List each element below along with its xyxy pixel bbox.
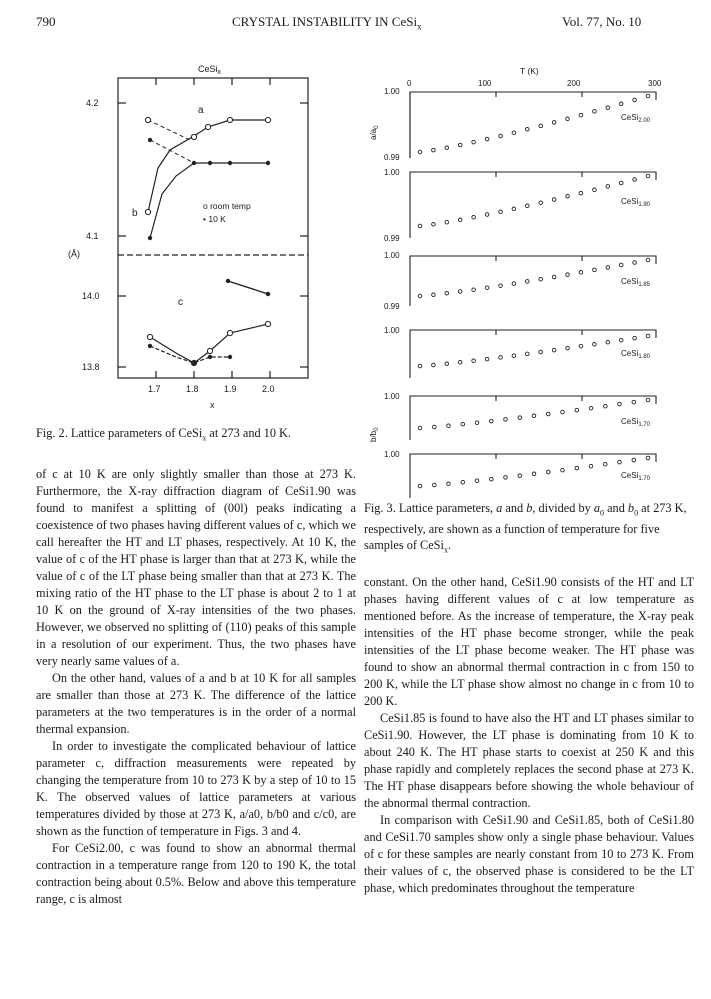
fig3-point — [445, 220, 449, 224]
fig3-point — [646, 94, 650, 98]
fig2-pt — [208, 161, 212, 165]
fig2-pt — [228, 161, 232, 165]
fig3-point — [575, 466, 579, 470]
fig2-pt — [191, 134, 196, 139]
volume-info: Vol. 77, No. 10 — [562, 14, 642, 29]
fig3-y099-1: 0.99 — [384, 153, 400, 162]
right-column — [364, 574, 694, 897]
fig3-point — [433, 483, 437, 487]
fig3-point — [579, 344, 583, 348]
fig2-pt — [207, 348, 212, 353]
fig3-point — [532, 472, 536, 476]
fig2-chart — [0, 0, 360, 430]
fig2-pt — [147, 334, 152, 339]
fig3-point — [418, 294, 422, 298]
fig3-point — [646, 258, 650, 262]
fig3-point — [604, 404, 608, 408]
fig3-chart — [356, 0, 696, 500]
fig3-point — [418, 426, 422, 430]
fig3-point — [593, 188, 597, 192]
fig3-point — [447, 482, 451, 486]
fig3-ttick-200: 200 — [567, 79, 581, 88]
fig3-point — [418, 224, 422, 228]
fig3-point — [432, 148, 436, 152]
fig3-y100-1: 1.00 — [384, 87, 400, 96]
fig3-point — [458, 218, 462, 222]
fig3-point — [475, 479, 479, 483]
fig3-ttick-0: 0 — [407, 79, 412, 88]
fig3-point — [633, 178, 637, 182]
fig2-pt — [192, 161, 196, 165]
fig2-label-c: c — [178, 297, 183, 308]
fig2-y-unit: (Å) — [68, 249, 80, 259]
fig3-point — [485, 213, 489, 217]
fig2-caption: Fig. 2. Lattice parameters of CeSi$_x$ at 273 and 10 K. — [36, 426, 292, 443]
fig3-ylabel-b: $b/b_0$ — [369, 427, 380, 442]
fig3-point — [606, 266, 610, 270]
fig2-pt — [208, 355, 212, 359]
fig3-y100-2: 1.00 — [384, 168, 400, 177]
fig3-point — [646, 456, 650, 460]
fig3-point — [433, 425, 437, 429]
fig3-point — [432, 223, 436, 227]
fig3-point — [432, 363, 436, 367]
fig3-point — [475, 421, 479, 425]
fig3-point — [579, 271, 583, 275]
fig3-point — [575, 408, 579, 412]
fig3-point — [458, 143, 462, 147]
fig2-chart-title: CeSi$_x$ — [198, 64, 222, 76]
fig3-point — [526, 280, 530, 284]
fig3-point — [566, 195, 570, 199]
fig3-point — [512, 354, 516, 358]
fig3-point — [526, 352, 530, 356]
fig3-point — [547, 412, 551, 416]
fig3-point — [499, 284, 503, 288]
fig3-point — [504, 418, 508, 422]
fig3-label-s3: CeSi$_{1.85}$ — [621, 277, 651, 288]
fig3-point — [593, 343, 597, 347]
fig3-point — [552, 121, 556, 125]
fig3-point — [619, 102, 623, 106]
fig3-point — [566, 346, 570, 350]
fig3-y100-4: 1.00 — [384, 326, 400, 335]
fig3-point — [499, 356, 503, 360]
fig3-point — [604, 462, 608, 466]
fig3-point — [499, 210, 503, 214]
fig3-point — [633, 261, 637, 265]
fig2-line-c-10k-high — [228, 281, 268, 294]
fig3-point — [579, 113, 583, 117]
right-paragraph-3: In comparison with CeSi1.90 and CeSi1.85, both of CeSi1.80 and CeSi1.70 samples show only a single phase behaviour. Values of c for these samples are nearly constant from 10 to 273 K. From their values of c, the observed phase is considered to be the LT phase, which predominates throughout the temperature — [364, 813, 694, 895]
fig3-point — [418, 150, 422, 154]
fig2-pt — [148, 138, 152, 142]
fig2-pt — [226, 279, 230, 283]
fig3-point — [632, 400, 636, 404]
fig3-point — [458, 290, 462, 294]
fig3-label-s1: CeSi$_{2.00}$ — [621, 113, 651, 124]
fig2-legend-10k: • 10 K — [203, 214, 226, 224]
fig2-ytick-140: 14.0 — [82, 291, 100, 301]
fig3-label-s5: CeSi$_{1.70}$ — [621, 417, 651, 428]
fig3-label-s4: CeSi$_{1.80}$ — [621, 349, 651, 360]
fig3-point — [518, 474, 522, 478]
fig3-label-s2: CeSi$_{1.90}$ — [621, 197, 651, 208]
fig3-point — [561, 410, 565, 414]
fig2-pt — [228, 355, 232, 359]
fig2-pt — [148, 344, 152, 348]
fig2-pt — [266, 292, 270, 296]
fig3-point — [461, 422, 465, 426]
fig3-point — [646, 174, 650, 178]
left-paragraph-2: On the other hand, values of a and b at 10 K for all samples are smaller than those at 273 K. The difference of the lattice parameters at the two temperatures is in the order of a normal thermal expansion. — [36, 671, 356, 736]
fig3-point — [619, 263, 623, 267]
fig3-point — [518, 416, 522, 420]
running-title: CRYSTAL INSTABILITY IN CeSi$_x$ — [232, 14, 422, 32]
fig2-pt — [266, 161, 270, 165]
fig2-pt — [145, 117, 150, 122]
fig3-point — [447, 424, 451, 428]
fig3-point — [606, 185, 610, 189]
fig2-pt — [192, 361, 196, 365]
fig3-point — [566, 273, 570, 277]
fig3-point — [633, 336, 637, 340]
fig3-point — [472, 288, 476, 292]
fig2-xtick-17: 1.7 — [148, 384, 161, 394]
left-paragraph-4: For CeSi2.00, c was found to show an abnormal thermal contraction in a temperature range from 120 to 190 K, the total contraction being about 0.5%. Below and above this temperature range, c is almost — [36, 841, 356, 906]
fig3-point — [633, 98, 637, 102]
fig3-point — [547, 470, 551, 474]
fig3-ttick-100: 100 — [478, 79, 492, 88]
fig3-point — [504, 476, 508, 480]
fig3-point — [472, 215, 476, 219]
fig3-point — [418, 484, 422, 488]
fig3-point — [561, 468, 565, 472]
fig2-pt — [148, 236, 152, 240]
left-column — [36, 466, 356, 908]
fig3-point — [532, 414, 536, 418]
fig2-xtick-20: 2.0 — [262, 384, 275, 394]
right-paragraph-1: constant. On the other hand, CeSi1.90 consists of the HT and LT phases having different values of c at low temperature as mentioned before. As the increase of temperature, the X-ray peak intensities of the HT phase become stronger, while the peak intensities of the LT phase become weaker. The HT phase was found to show an abnormal thermal contraction in c from 150 to 200 K, while the LT phase show almost no change in c from 10 to 200 K. — [364, 575, 694, 708]
fig3-point — [445, 362, 449, 366]
fig3-point — [539, 277, 543, 281]
fig3-point — [589, 406, 593, 410]
left-paragraph-3: In order to investigate the complicated behaviour of lattice parameter c, diffraction measurements were repeated by changing the temperature from 10 to 273 K by a step of 10 to 15 K. The observed values of lattice parameters at various temperatures divided by those at 273 K, a/a0, b/b0 and c/c0, are shown as the function of temperature in Figs. 3 and 4. — [36, 739, 356, 838]
fig3-point — [485, 137, 489, 141]
fig3-point — [418, 364, 422, 368]
fig3-point — [619, 181, 623, 185]
fig2-x-label: x — [210, 400, 215, 410]
fig3-point — [618, 402, 622, 406]
fig3-point — [566, 117, 570, 121]
fig2-ytick-138: 13.8 — [82, 362, 100, 372]
fig3-point — [552, 198, 556, 202]
fig3-ttick-300: 300 — [648, 79, 662, 88]
fig2-label-a: a — [198, 105, 204, 116]
fig3-y099-2: 0.99 — [384, 234, 400, 243]
fig2-pt — [205, 124, 210, 129]
fig3-point — [485, 357, 489, 361]
fig2-pt — [145, 209, 150, 214]
fig2-ytick-42: 4.2 — [86, 98, 99, 108]
fig3-point — [539, 201, 543, 205]
fig2-ytick-41: 4.1 — [86, 231, 99, 241]
fig3-point — [472, 359, 476, 363]
fig3-point — [526, 204, 530, 208]
fig3-point — [552, 275, 556, 279]
fig3-point — [432, 293, 436, 297]
fig3-point — [579, 191, 583, 195]
fig3-ylabel-a: $a/a_0$ — [369, 125, 380, 140]
fig3-point — [606, 340, 610, 344]
fig3-point — [485, 286, 489, 290]
fig2-label-b: b — [132, 208, 138, 219]
fig3-point — [632, 458, 636, 462]
fig2-pt — [265, 321, 270, 326]
fig3-point — [490, 419, 494, 423]
fig2-pt — [265, 117, 270, 122]
fig3-point — [606, 106, 610, 110]
fig3-top-label: T (K) — [520, 66, 539, 76]
fig2-pt — [227, 117, 232, 122]
fig3-point — [458, 361, 462, 365]
fig3-y099-3: 0.99 — [384, 302, 400, 311]
fig3-point — [472, 140, 476, 144]
fig3-point — [490, 477, 494, 481]
fig3-point — [589, 464, 593, 468]
fig3-y100-5: 1.00 — [384, 392, 400, 401]
fig3-y100-6: 1.00 — [384, 450, 400, 459]
fig3-point — [512, 282, 516, 286]
right-paragraph-2: CeSi1.85 is found to have also the HT and LT phases similar to CeSi1.90. However, the LT phase is dominating from 10 K to about 240 K. The HT phase starts to coexist at 250 K and this phase rapidly and completely replaces the second phase at 273 K. The HT phase disappears before showing the whole behaviour of the abnormal thermal contraction. — [364, 711, 694, 810]
fig3-point — [552, 348, 556, 352]
fig3-caption: Fig. 3. Lattice parameters, a and b, divided by $a_0$ and $b_0$ at 273 K, respectively, are shown as a function of temperature for five samples of CeSi$_x$. — [364, 501, 687, 555]
fig2-dash-a-room — [148, 120, 190, 140]
fig3-point — [512, 131, 516, 135]
fig2-pt — [227, 330, 232, 335]
fig3-point — [445, 291, 449, 295]
fig3-point — [499, 134, 503, 138]
fig3-point — [461, 480, 465, 484]
fig3-point — [619, 338, 623, 342]
fig3-point — [593, 268, 597, 272]
fig3-point — [539, 350, 543, 354]
fig3-point — [646, 398, 650, 402]
fig3-point — [539, 124, 543, 128]
fig2-dash-a-10k — [150, 140, 194, 163]
fig2-line-a-room — [148, 120, 268, 212]
fig2-xtick-18: 1.8 — [186, 384, 199, 394]
fig3-y100-3: 1.00 — [384, 251, 400, 260]
fig3-point — [646, 334, 650, 338]
fig3-point — [526, 128, 530, 132]
fig3-point — [593, 110, 597, 114]
fig3-label-s6: CeSi$_{1.70}$ — [621, 471, 651, 482]
fig2-xtick-19: 1.9 — [224, 384, 237, 394]
page-number: 790 — [36, 14, 56, 29]
fig3-point — [512, 207, 516, 211]
fig2-legend-room: o room temp — [203, 201, 251, 211]
fig3-point — [618, 460, 622, 464]
left-paragraph-1: of c at 10 K are only slightly smaller than those at 273 K. Furthermore, the X-ray diffraction diagram of CeSi1.90 was found to manifest a splitting of (00l) peaks indicating a coexistence of two phases having different values of c, which we call hereafter the HT and LT phases, respectively. At 10 K, the value of c of the HT phase is larger than that at 273 K, while the value of c of the LT phase being smaller than that at 273 K. The mixing ratio of the HT phase to the LT phase is about 2 to 1 at 10 K on the ground of X-ray intensities of the two phases. However, we observed no splitting of (110) peaks of this sample in a resolution of our experiment. Thus, the two phases have very nearly same values of a. — [36, 467, 356, 668]
fig3-point — [445, 146, 449, 150]
